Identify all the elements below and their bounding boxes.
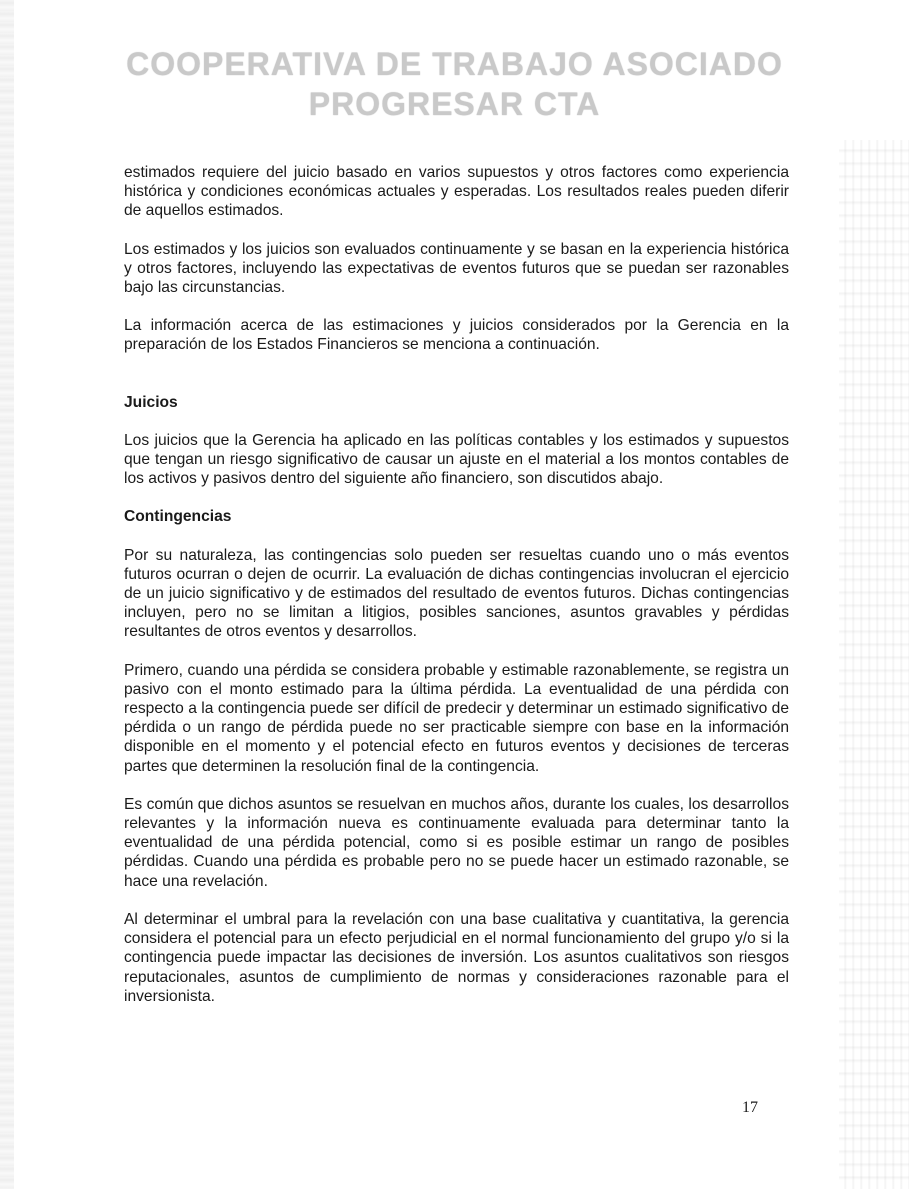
section-heading-juicios: Juicios	[124, 393, 178, 411]
paragraph: La información acerca de las estimaciones y juicios considerados por la Gerencia en la preparación de los Estados Financieros se menciona a continuación.	[124, 317, 789, 354]
scan-edge-right	[839, 140, 909, 1189]
document-header	[0, 44, 909, 124]
section-heading-contingencias: Contingencias	[124, 508, 232, 526]
paragraph: Es común que dichos asuntos se resuelvan en muchos años, durante los cuales, los desarrollos relevantes y la información nueva es continuamente evaluada para determinar tanto la eventualidad de una pérdida potencial, como si es posible estimar un rango de posibles pérdidas. Cuando una pérdida es probable pero no se puede hacer un estimado razonable, se hace una revelación.	[124, 795, 789, 890]
paragraph: Por su naturaleza, las contingencias solo pueden ser resueltas cuando uno o más eventos futuros ocurran o dejen de ocurrir. La evaluación de dichas contingencias involucran el ejercicio de un juicio significativo y de estimados del resultado de eventos futuros. Dichas contingencias incluyen, pero no se limitan a litigios, posibles sanciones, asuntos gravables y pérdidas resultantes de otros eventos y desarrollos.	[124, 546, 789, 641]
paragraph: estimados requiere del juicio basado en varios supuestos y otros factores como experiencia histórica y condiciones económicas actuales y esperadas. Los resultados reales pueden diferir de aquellos estimados.	[124, 164, 789, 220]
scan-edge-left	[0, 0, 14, 1189]
document-body	[124, 163, 789, 1025]
paragraph: Al determinar el umbral para la revelación con una base cualitativa y cuantitativa, la gerencia considera el potencial para un efecto perjudicial en el normal funcionamiento del grupo y/o si la contingencia puede impactar las decisiones de inversión. Los asuntos cualitativos son riesgos reputacionales, asuntos de cumplimiento de normas y consideraciones razonable para el inversionista.	[124, 910, 789, 1005]
header-line-1: COOPERATIVA DE TRABAJO ASOCIADO	[126, 46, 783, 82]
paragraph: Primero, cuando una pérdida se considera probable y estimable razonablemente, se registra un pasivo con el monto estimado para la última pérdida. La eventualidad de una pérdida con respecto a la contingencia puede ser difícil de predecir y determinar un estimado significativo de pérdida o un rango de pérdida puede no ser practicable siempre con base en la información disponible en el momento y el potencial efecto en futuros eventos y decisiones de terceras partes que determinen la resolución final de la contingencia.	[124, 661, 789, 775]
header-line-2: PROGRESAR CTA	[308, 86, 601, 122]
page-number: 17	[742, 1099, 758, 1116]
paragraph: Los juicios que la Gerencia ha aplicado en las políticas contables y los estimados y supuestos que tengan un riesgo significativo de causar un ajuste en el material a los montos contables de los activos y pasivos dentro del siguiente año financiero, son discutidos abajo.	[124, 431, 789, 488]
paragraph: Los estimados y los juicios son evaluados continuamente y se basan en la experiencia histórica y otros factores, incluyendo las expectativas de eventos futuros que se puedan ser razonables bajo las circunstancias.	[124, 240, 789, 297]
